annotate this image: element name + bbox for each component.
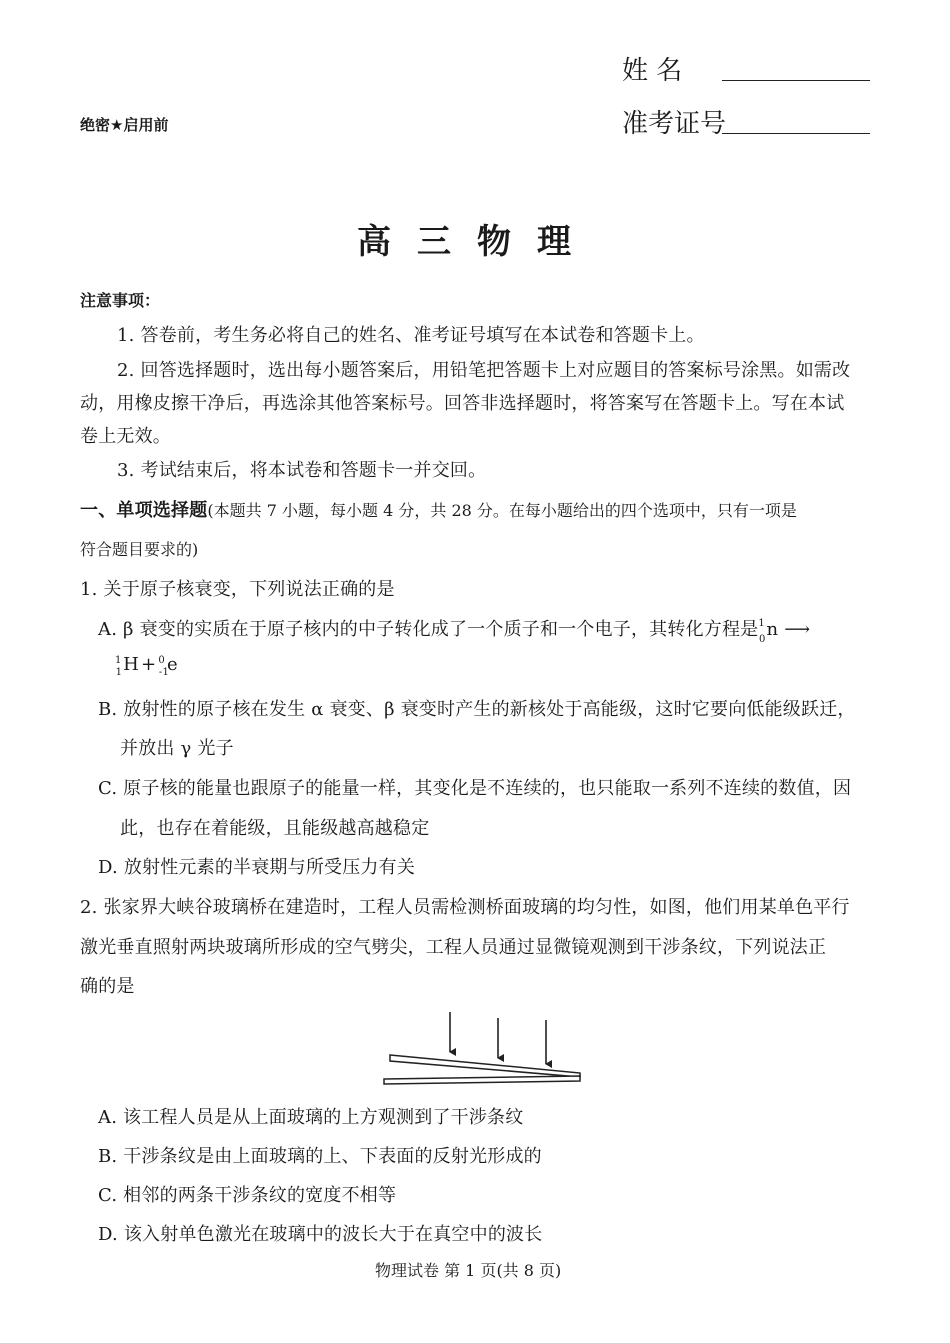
hydrogen-charge-number: 1	[115, 666, 123, 678]
q2-stem-line1: 2. 张家界大峡谷玻璃桥在建造时，工程人员需检测桥面玻璃的均匀性，如图，他们用某单色平行	[80, 897, 850, 918]
note-item-3: 3. 考试结束后，将本试卷和答题卡一并交回。	[117, 460, 487, 481]
q2-option-c: C. 相邻的两条干涉条纹的宽度不相等	[98, 1185, 397, 1206]
confidential-mark: 绝密★启用前	[80, 116, 169, 134]
exam-title: 高三物理	[357, 222, 597, 262]
note-item-2-line3: 卷上无效。	[80, 426, 171, 447]
page-footer: 物理试卷 第 1 页(共 8 页)	[375, 1261, 562, 1280]
note-item-2-line1: 2. 回答选择题时，选出每小题答案后，用铅笔把答题卡上对应题目的答案标号涂黑。如需改	[117, 360, 851, 381]
q2-stem-line2: 激光垂直照射两块玻璃所形成的空气劈尖，工程人员通过显微镜观测到干涉条纹，下列说法正	[80, 937, 827, 958]
lower-glass-plate	[384, 1076, 580, 1084]
q1-option-b-line1: B. 放射性的原子核在发生 α 衰变、β 衰变时产生的新核处于高能级，这时它要向低能级跃迁，	[98, 699, 856, 720]
exam-id-label: 准考证号	[622, 109, 727, 139]
hydrogen-symbol: H	[123, 654, 140, 675]
reaction-arrow: ⟶	[784, 619, 811, 640]
name-field-line[interactable]	[722, 80, 870, 81]
q2-option-b: B. 干涉条纹是由上面玻璃的上、下表面的反射光形成的	[98, 1146, 542, 1167]
note-item-2-line2: 动，用橡皮擦干净后，再选涂其他答案标号。回答非选择题时，将答案写在答题卡上。写在本试	[80, 393, 845, 414]
section1-desc-line1: (本题共 7 小题，每小题 4 分，共 28 分。在每小题给出的四个选项中，只有一项是	[207, 501, 797, 520]
nuclide-hydrogen	[115, 654, 139, 678]
electron-charge-number: -1	[158, 666, 170, 678]
section1-heading: 一、单项选择题	[80, 500, 208, 521]
neutron-symbol: n	[766, 619, 779, 640]
section1-desc-line2: 符合题目要求的)	[80, 540, 199, 559]
q1-option-d: D. 放射性元素的半衰期与所受压力有关	[98, 857, 416, 878]
section1-heading-line	[80, 496, 797, 522]
electron-symbol: e	[167, 654, 178, 675]
exam-id-field-line[interactable]	[722, 133, 870, 134]
q1-option-a-line1	[98, 615, 810, 643]
name-label: 姓 名	[622, 56, 683, 86]
q2-option-d: D. 该入射单色激光在玻璃中的波长大于在真空中的波长	[98, 1224, 543, 1245]
q1-option-b-line2: 并放出 γ 光子	[120, 738, 234, 759]
hydrogen-mass-number: 1	[115, 655, 122, 666]
neutron-charge-number: 0	[758, 633, 766, 645]
q1-option-c-line2: 此，也存在着能级，且能级越高越稳定	[120, 818, 430, 839]
q1-stem: 1. 关于原子核衰变，下列说法正确的是	[80, 579, 395, 600]
q1-option-a-line2	[115, 654, 178, 678]
note-item-1: 1. 答卷前，考生务必将自己的姓名、准考证号填写在本试卷和答题卡上。	[117, 325, 705, 346]
electron-mass-number: 0	[158, 655, 165, 666]
q2-stem-line3: 确的是	[80, 976, 135, 997]
q1-option-c-line1: C. 原子核的能量也跟原子的能量一样，其变化是不连续的，也只能取一系列不连续的数值，因	[98, 778, 852, 799]
nuclide-neutron	[758, 619, 778, 643]
neutron-mass-number: 1	[758, 618, 765, 629]
nuclide-electron	[158, 654, 178, 678]
air-wedge-figure	[380, 1008, 590, 1086]
plus-sign: +	[141, 654, 157, 675]
q1-option-a-text: A. β 衰变的实质在于原子核内的中子转化成了一个质子和一个电子，其转化方程是	[98, 619, 759, 640]
q2-option-a: A. 该工程人员是从上面玻璃的上方观测到了干涉条纹	[98, 1107, 524, 1128]
upper-glass-plate	[390, 1055, 580, 1077]
notes-heading: 注意事项：	[80, 291, 161, 310]
